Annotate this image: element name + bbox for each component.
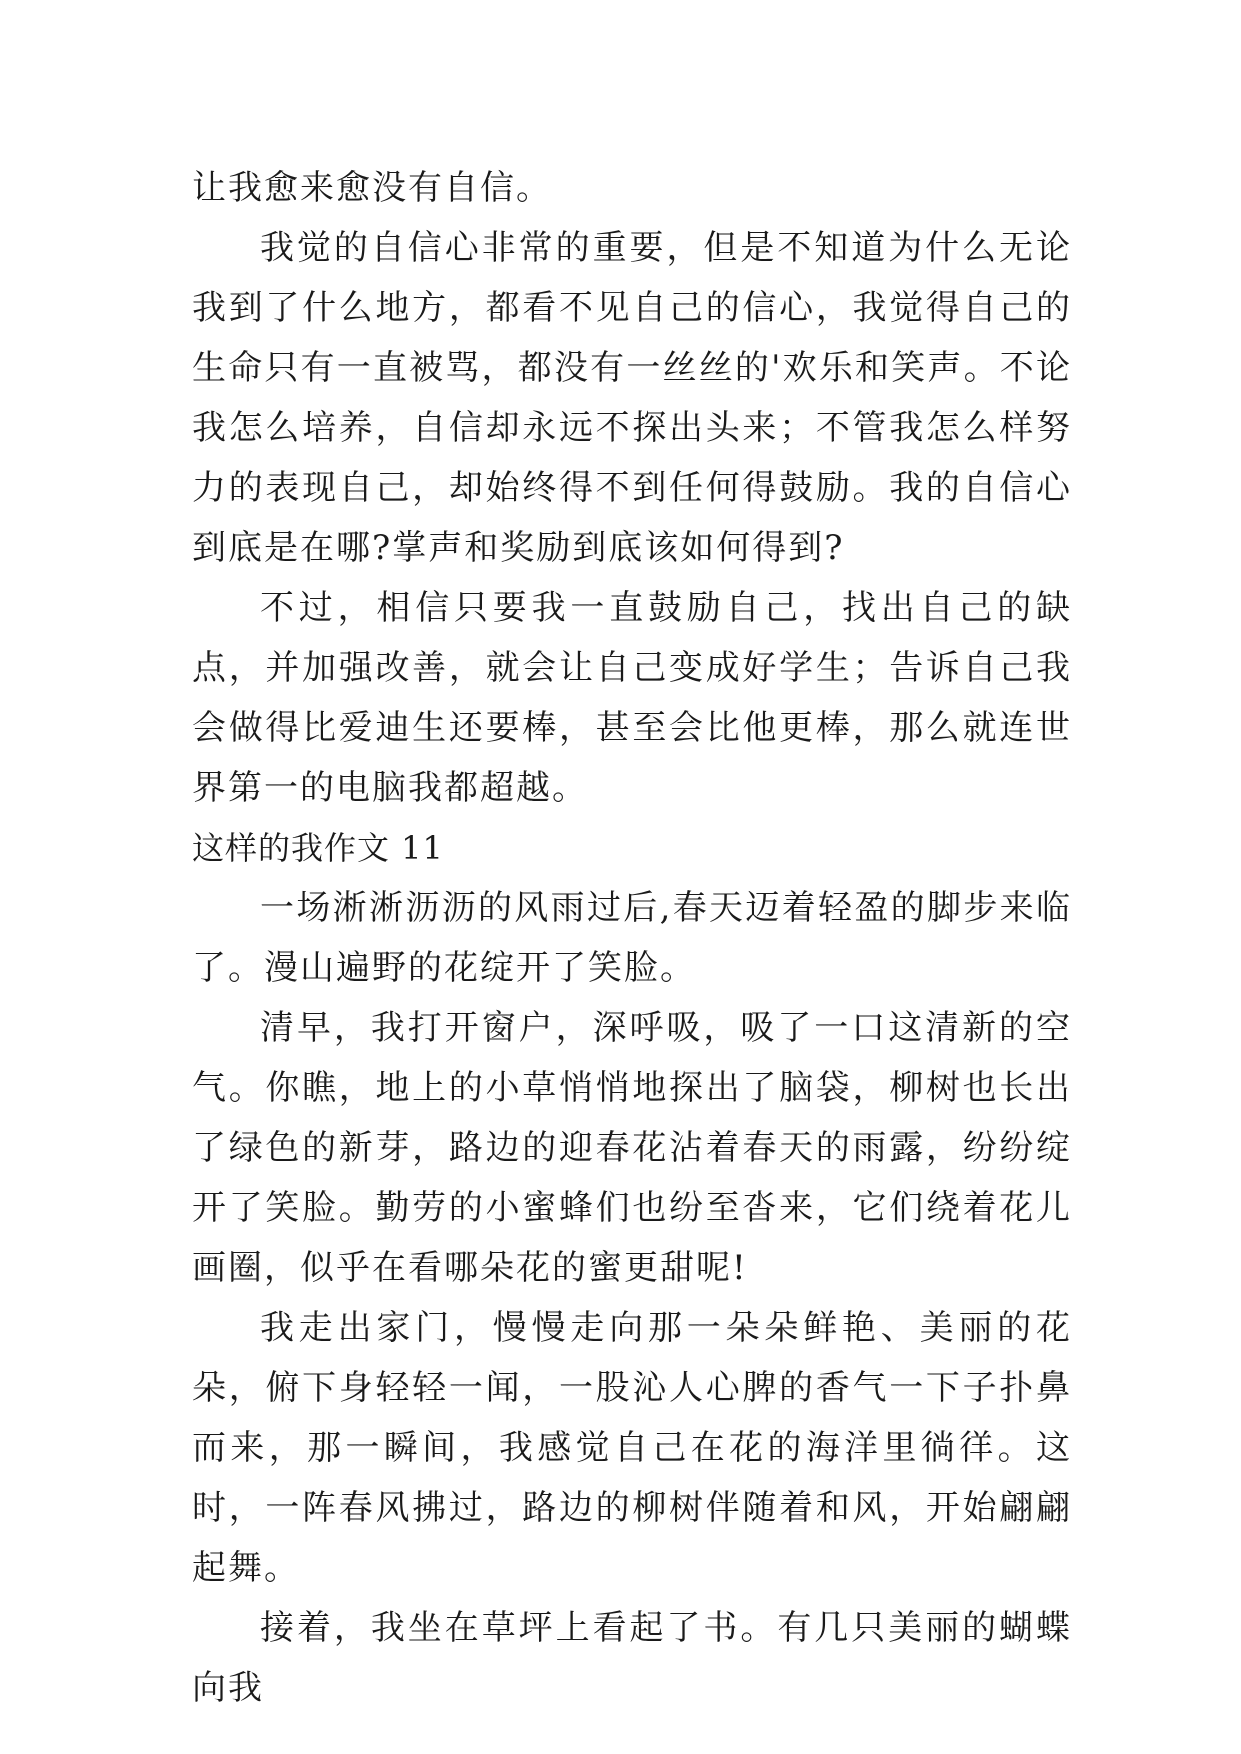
paragraph-2: 我觉的自信心非常的重要，但是不知道为什么无论我到了什么地方，都看不见自己的信心，我觉得自己的生命只有一直被骂，都没有一丝丝的'欢乐和笑声。不论我怎么培养，自信却永远不探出头来；不管我怎么样努力的表现自己，却始终得不到任何得鼓励。我的自信心到底是在哪?掌声和奖励到底该如何得到?: [192, 228, 1072, 568]
text-column: [192, 158, 1072, 1718]
section-paragraph-1: 一场淅淅沥沥的风雨过后,春天迈着轻盈的脚步来临了。漫山遍野的花绽开了笑脸。: [192, 888, 1072, 988]
paragraph-3: 不过，相信只要我一直鼓励自己，找出自己的缺点，并加强改善，就会让自己变成好学生；告诉自己我会做得比爱迪生还要棒，甚至会比他更棒，那么就连世界第一的电脑我都超越。: [192, 588, 1072, 808]
section-paragraph-2: 清早，我打开窗户，深呼吸，吸了一口这清新的空气。你瞧，地上的小草悄悄地探出了脑袋，柳树也长出了绿色的新芽，路边的迎春花沾着春天的雨露，纷纷绽开了笑脸。勤劳的小蜜蜂们也纷至沓来，它们绕着花儿画圈，似乎在看哪朵花的蜜更甜呢!: [192, 1008, 1072, 1288]
section-paragraph-3: 我走出家门，慢慢走向那一朵朵鲜艳、美丽的花朵，俯下身轻轻一闻，一股沁人心脾的香气一下子扑鼻而来，那一瞬间，我感觉自己在花的海洋里徜徉。这时，一阵春风拂过，路边的柳树伴随着和风，开始翩翩起舞。: [192, 1308, 1072, 1588]
paragraph-1: 让我愈来愈没有自信。: [192, 168, 552, 208]
section-paragraph-4: 接着，我坐在草坪上看起了书。有几只美丽的蝴蝶向我: [192, 1608, 1072, 1708]
section-title: 这样的我作文 11: [192, 829, 444, 867]
